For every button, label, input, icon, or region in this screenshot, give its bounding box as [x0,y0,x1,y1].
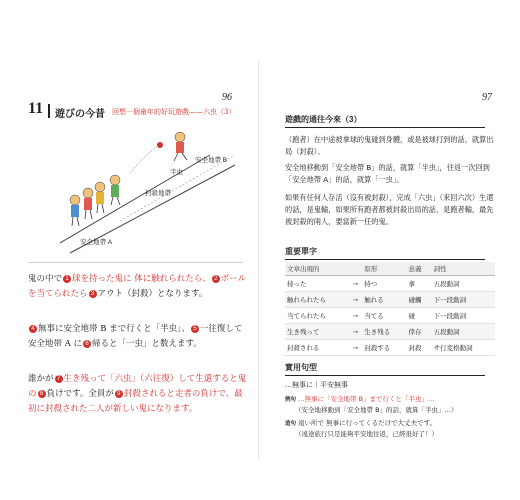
p1-text-b: 球を持った鬼に 体に触れられたら、 [72,274,211,284]
vocab-meaning: 碰 [407,308,432,324]
paragraph-3 [28,372,248,417]
vocab-header: 文章出現的 [285,262,348,276]
zh-paragraph-3: 如果有任何人存活（沒有被封殺），完成「六虫」（來回六次）生還的話，是鬼輸，如果所有跑者都被封殺出局的話，是跑者輸，最先被封殺的兩人，要當新一任的鬼。 [285,193,494,226]
p1-text-c: ボールを当てられたら [28,274,247,299]
p2-text-c: 帰ると「一虫」と数えます。 [92,339,202,349]
p3-text-b: 生き残って「六虫」（六往復）して生還すると鬼の [28,374,247,399]
vocab-inflected: 触れられたら [285,292,348,308]
arrow-icon: → [348,340,362,356]
p1-text-d: アウト（封殺）となります。 [97,289,208,299]
p2-text-a: 無事に安全地帯 B まで行くと「半虫」、 [38,324,190,334]
arrow-icon: → [348,292,362,308]
vocab-table [285,262,495,356]
vocab-inflected: 生き残って [285,324,348,340]
vocab-meaning: 碰觸 [407,292,432,308]
zh-paragraph-1: （跑者）在中途被拿球的鬼碰到身體，或是被球打到的話，就算出局（封殺）。 [285,135,494,156]
section-rule [28,262,243,263]
marker-8: 8 [38,390,46,398]
section-title-phrases: 實用句型 [285,362,485,376]
page-number-left: 96 [222,92,232,103]
arrow-icon: → [348,308,362,324]
table-row [285,292,495,308]
vocab-pos: 五段動詞 [432,324,495,340]
arrow-icon: → [348,276,362,292]
lesson-subtitle: 回想一個童年的好玩遊戲——六虫（3） [112,108,236,116]
table-row [285,276,495,292]
marker-7: 7 [55,375,63,383]
section-title-tradition: 遊戲的通往今來（3） [285,114,485,128]
example-1-zh: （安全地移動到「安全地帶 B」的話，就算「半虫」…） [295,406,458,414]
label-kill-zone: 封殺地帶 [145,190,171,197]
marker-5: 5 [191,325,199,333]
paragraph-1 [28,272,248,302]
vocab-pos: 下一段動詞 [432,308,495,324]
marker-2: 2 [212,275,220,283]
marker-9: 9 [115,390,123,398]
vocab-header [348,262,362,276]
example-1-text: …無事に「安全地帯 B」まで行くと「半虫」… [298,395,435,403]
vocab-base: 持つ [362,276,406,292]
vocab-meaning: 封殺 [407,340,432,356]
example-2-jp [285,418,500,429]
vocab-header: 原形 [362,262,406,276]
vocab-header: 詞性 [432,262,495,276]
vocab-meaning: 倖存 [407,324,432,340]
example-1-jp [285,394,500,405]
table-row [285,324,495,340]
marker-6: 6 [83,340,91,348]
lesson-number: 11 [28,100,44,117]
example-tag: 例句 [285,397,297,403]
lesson-divider [48,104,50,118]
vocab-base: 封殺する [362,340,406,356]
example-tag: 造句 [285,421,297,427]
vocab-meaning: 拿 [407,276,432,292]
section-title-vocab: 重要單字 [285,246,485,260]
vocab-base: 生き残る [362,324,406,340]
example-2-zh: （遠途旅行只是能夠平安地往返，已經很好了！） [295,430,438,438]
p3-text-d: 封殺されると走者の負けで、最初に封殺された二人が新しい鬼になります。 [28,389,243,414]
p3-text-a: 誰かが [28,374,54,384]
phrase-head: …無事に｜平安無事 [285,381,348,389]
vocab-pos: 下一段動詞 [432,292,495,308]
vocab-header: 意義 [407,262,432,276]
label-halfworm: 半虫 [170,169,183,176]
paragraph-2 [28,322,248,352]
table-row [285,340,495,356]
vocab-pos: サ行変格動詞 [432,340,495,356]
page-number-right: 97 [482,92,492,103]
example-2-text: 遠い所で 無事に行ってくるだけで大丈夫です。 [298,419,437,427]
p3-text-c: 負けです。全員が [46,389,114,399]
marker-1: 1 [63,275,71,283]
marker-3: 3 [89,290,97,298]
vocab-inflected: 当てられたら [285,308,348,324]
game-illustration [60,125,250,255]
marker-4: 4 [29,325,37,333]
lesson-title: 遊びの今昔 [55,109,105,120]
vocab-base: 当てる [362,308,406,324]
arrow-icon: → [348,324,362,340]
vocab-header-row [285,262,495,276]
zh-paragraph-2: 安全地移動到「安全地帶 B」的話，就算「半虫」，往返一次回到「安全地帶 A」的話，就算「一虫」。 [285,163,490,184]
vocab-inflected: 封殺される [285,340,348,356]
label-zone-b: 安全地帶 B [195,157,228,164]
p2-text-b: 一往復して安全地帯 A に [28,324,243,349]
p1-text-a: 鬼の中で [28,274,63,284]
vocab-inflected: 持った [285,276,348,292]
table-row [285,308,495,324]
vocab-base: 触れる [362,292,406,308]
vocab-pos: 五段動詞 [432,276,495,292]
label-zone-a: 安全地帶 A [80,239,113,246]
